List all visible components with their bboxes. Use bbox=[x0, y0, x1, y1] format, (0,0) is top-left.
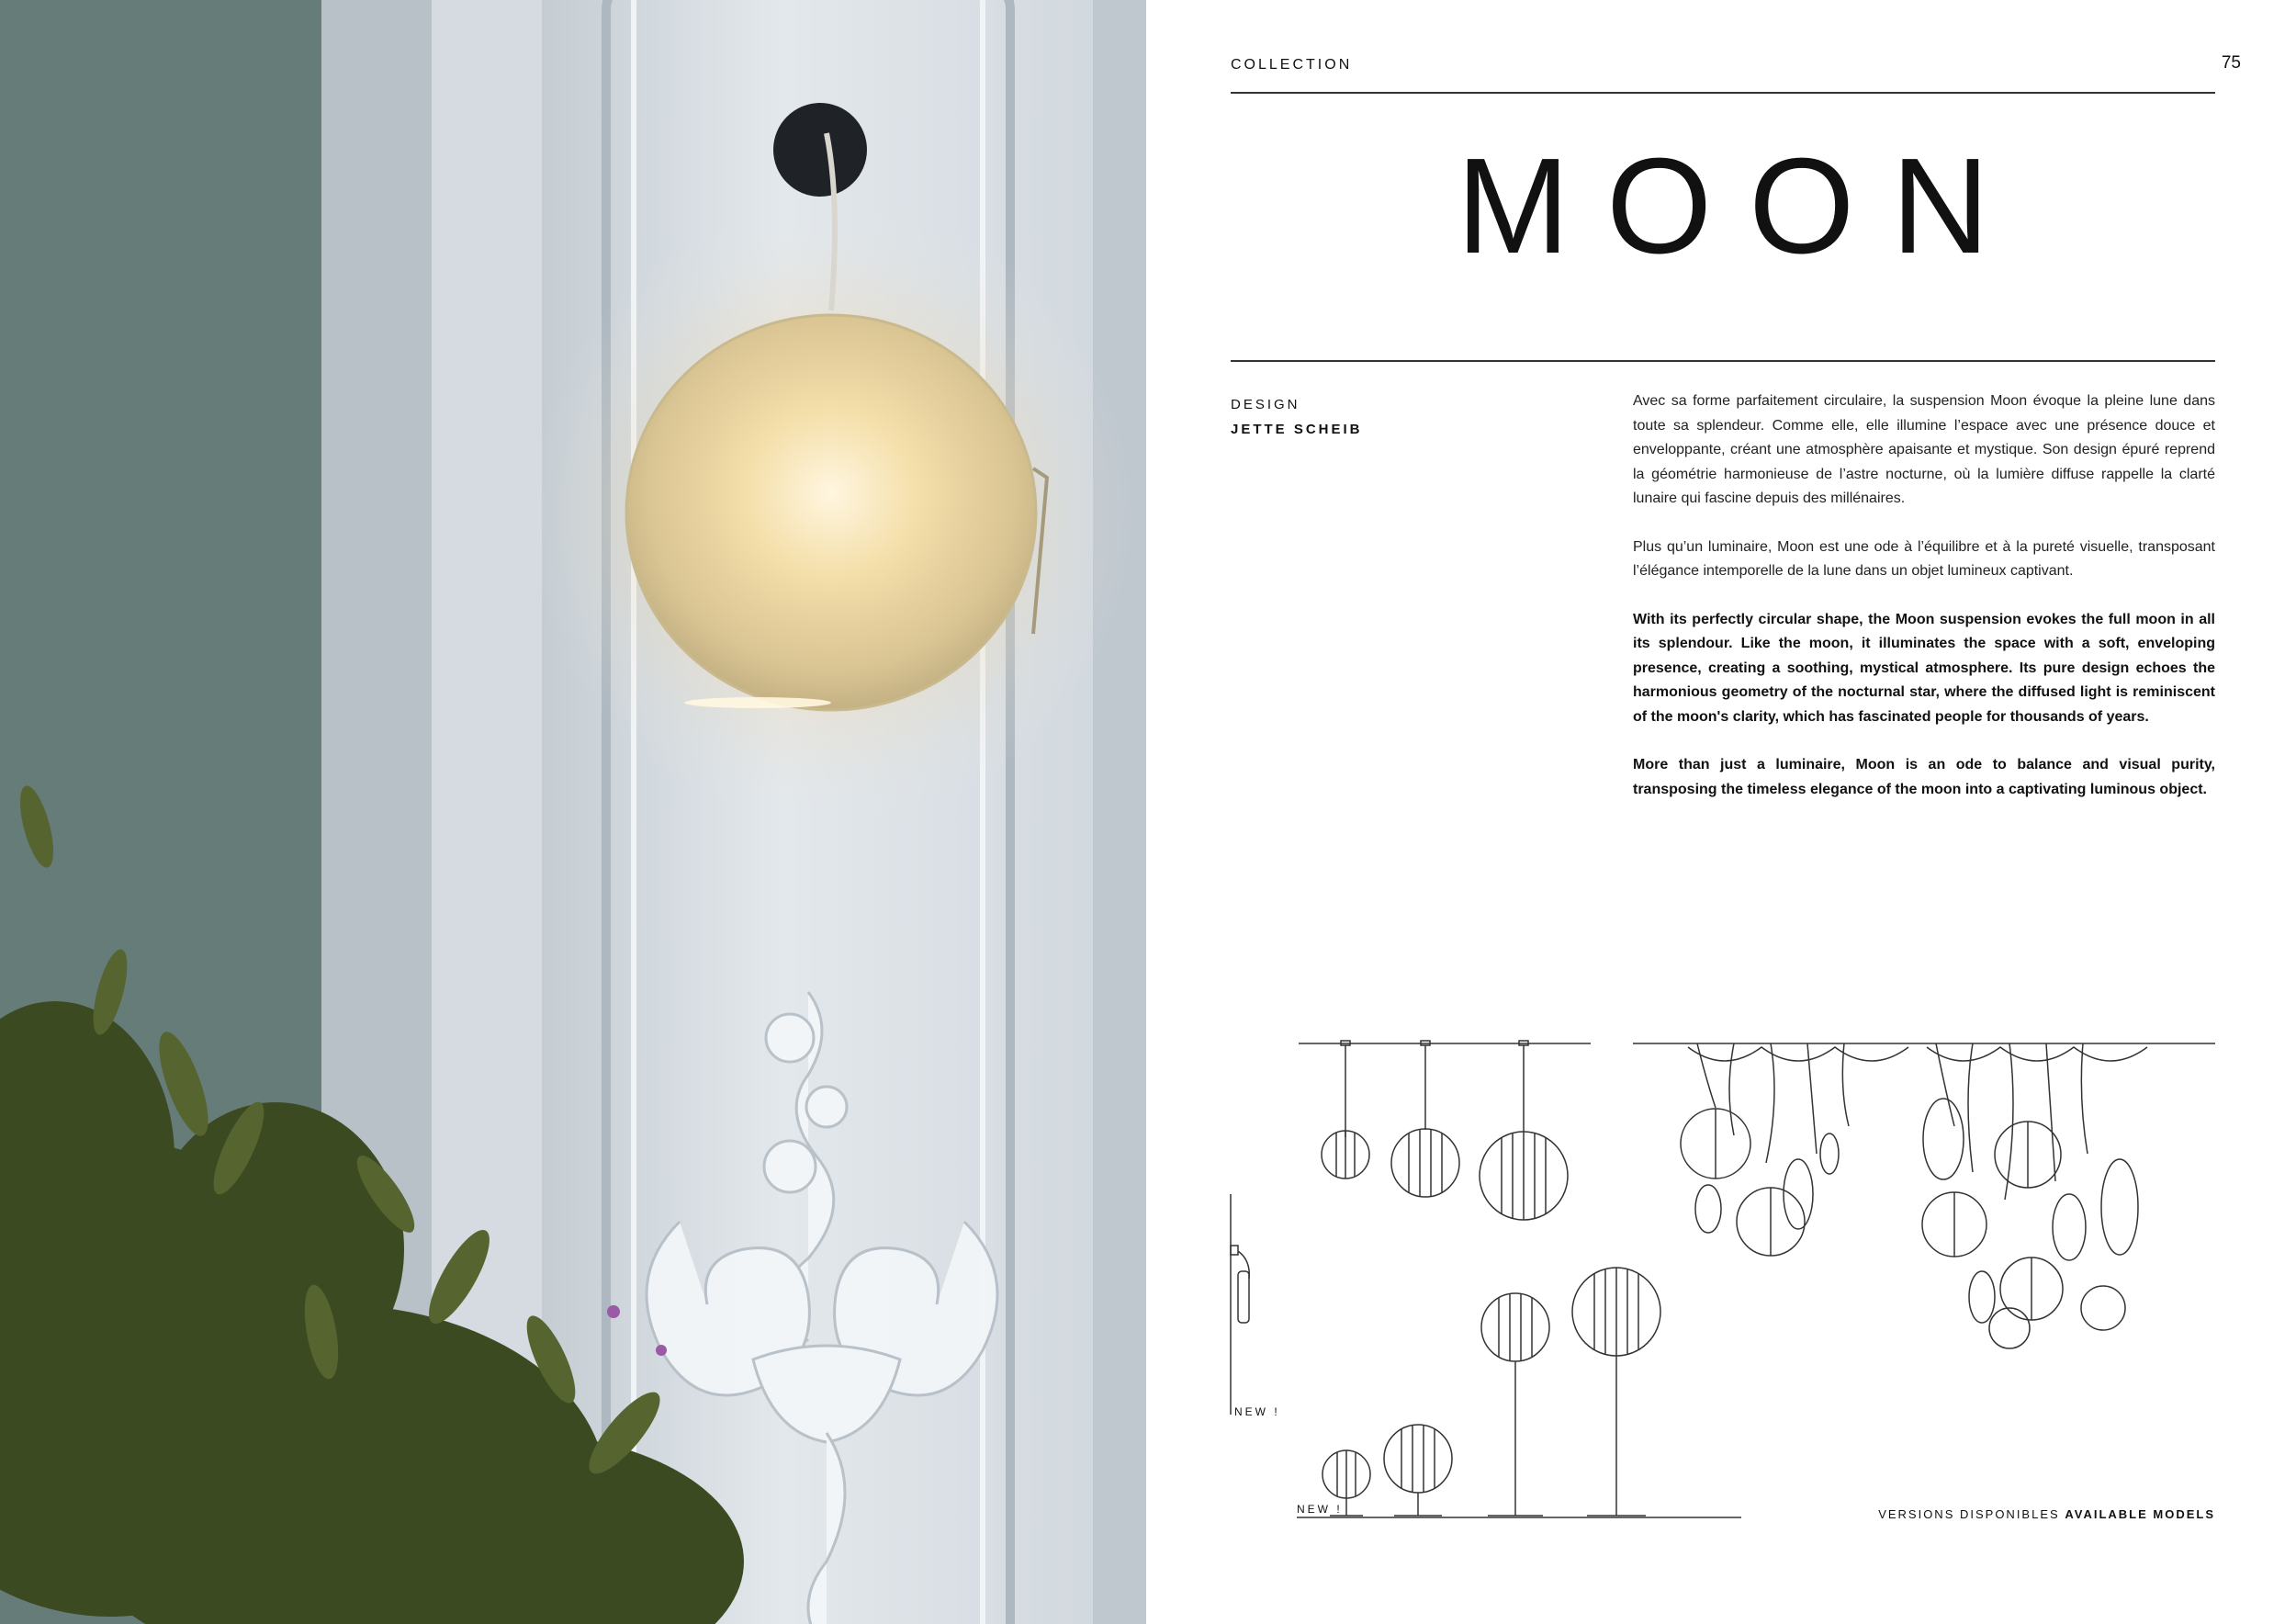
description-en-1: With its perfectly circular shape, the Moon suspension evokes the full moon in all its splendour. Like the moon, it illuminates the space with a soft, enveloping presence, creating a soothing, mystical atmosphere. Its pure design echoes the harmonious geometry of the nocturnal star, where the diffused light is reminiscent of the moon's clarity, which has fascinated people for thousands of years. bbox=[1633, 611, 2215, 725]
models-drawings bbox=[1146, 1010, 2296, 1562]
available-models-caption bbox=[1878, 1507, 2215, 1521]
new-tag-floor: NEW ! bbox=[1297, 1503, 1343, 1516]
floor-lamp-drawings bbox=[1297, 1268, 1741, 1517]
title-divider bbox=[1231, 360, 2215, 362]
description-fr-1: Avec sa forme parfaitement circulaire, la suspension Moon évoque la pleine lune dans toute sa splendeur. Comme elle, elle illumine l’espace avec une présence douce et enveloppante, créant une atmosphère apaisante et mystique. Son design épuré reprend la géométrie harmonieuse de l’astre nocturne, où la lumière diffuse rappelle la clarté lunaire qui fascine depuis des millénaires. bbox=[1633, 393, 2215, 506]
versions-fr: VERSIONS DISPONIBLES bbox=[1878, 1507, 2060, 1521]
cluster-drawings bbox=[1633, 1043, 2215, 1348]
description-en-2: More than just a luminaire, Moon is an ode to balance and visual purity, transposing the timeless elegance of the moon into a captivating luminous object. bbox=[1633, 757, 2215, 797]
new-tag-wall: NEW ! bbox=[1234, 1405, 1280, 1418]
wall-lamp-drawing bbox=[1231, 1194, 1249, 1415]
text-page bbox=[1146, 0, 2296, 1624]
pendant-drawings bbox=[1299, 1041, 1591, 1220]
description bbox=[1633, 389, 2215, 826]
product-title: MOON bbox=[1456, 130, 2027, 282]
header-divider bbox=[1231, 92, 2215, 94]
product-photo bbox=[0, 0, 1146, 1624]
section-label: COLLECTION bbox=[1231, 57, 1353, 73]
versions-en: AVAILABLE MODELS bbox=[2065, 1507, 2215, 1521]
design-label: DESIGN bbox=[1231, 397, 1300, 412]
page-number: 75 bbox=[2221, 53, 2241, 73]
description-fr-2: Plus qu’un luminaire, Moon est une ode à l’équilibre et à la pureté visuelle, transposant l’élégance intemporelle de la lune dans un objet lumineux captivant. bbox=[1633, 538, 2215, 579]
designer-name: JETTE SCHEIB bbox=[1231, 422, 1363, 437]
